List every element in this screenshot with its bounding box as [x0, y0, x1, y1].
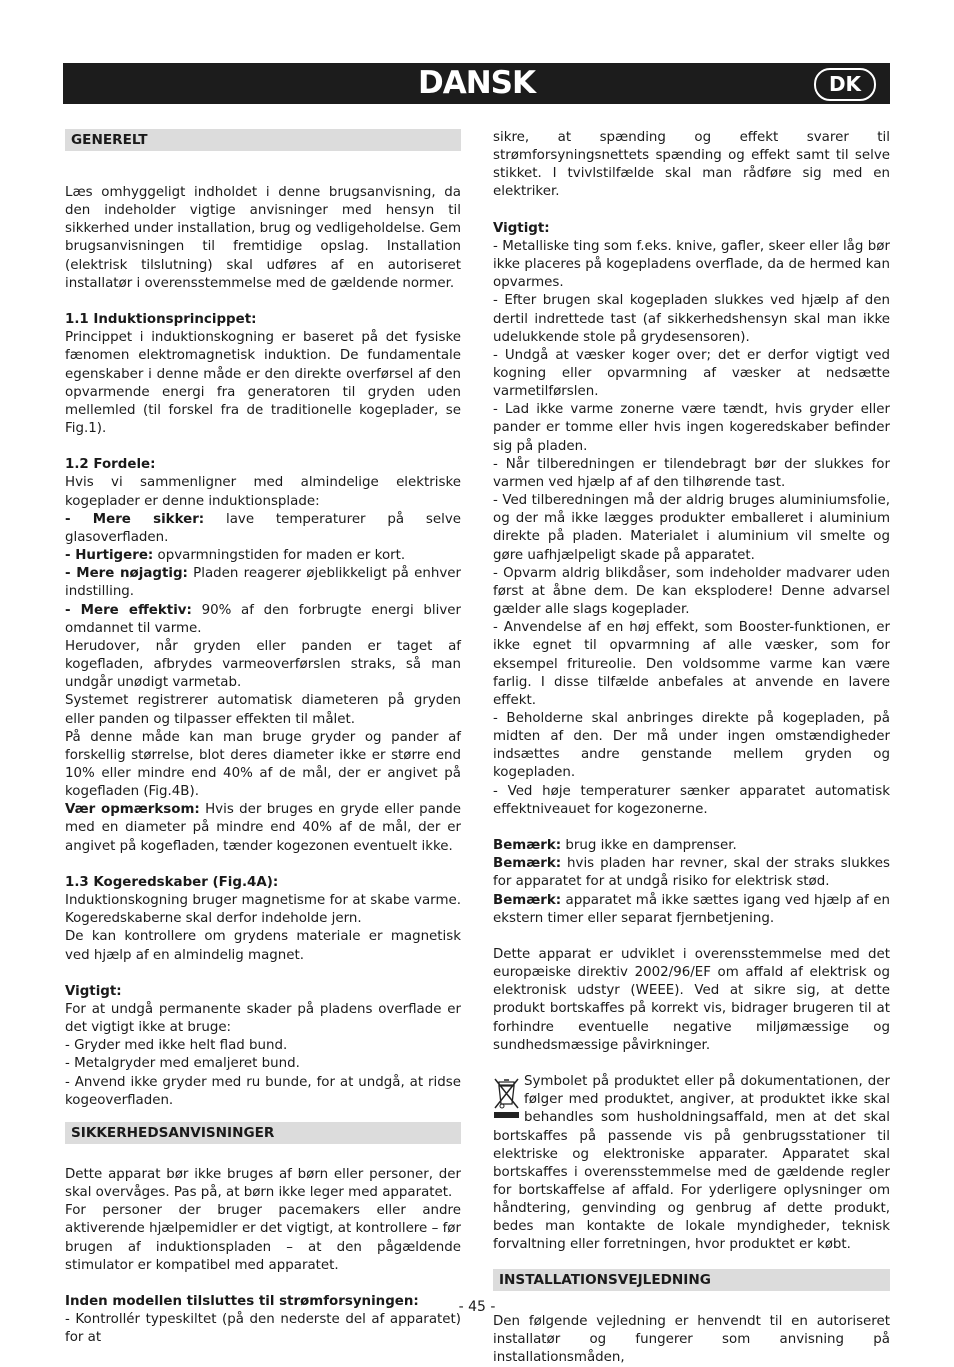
crossed-bin-icon — [493, 1076, 520, 1120]
note-paragraph: Bemærk: hvis pladen har revner, skal der straks slukkes for apparatet for at undgå risiko for elektrisk stød. — [493, 856, 890, 890]
subsection-title: Vigtigt: — [493, 220, 550, 236]
paragraph: sikre, at spænding og effekt svarer til strømforsyningsnettets spænding og effekt samt til selve stikket. I tvivlstilfælde skal man rådføre sig med en elektriker. — [493, 130, 890, 200]
list-item: - Gryder med ikke helt flad bund. — [65, 1038, 288, 1054]
paragraph: Systemet registrerer automatisk diameteren på gryden eller panden og tilpasser effekten til målet. — [65, 693, 461, 727]
list-item: - Anvend ikke gryder med ru bunde, for at undgå, at ridse kogeoverfladen. — [65, 1074, 461, 1108]
advantage-item: - Mere nøjagtig: Pladen reagerer øjeblikkeligt på enhver indstilling. — [65, 566, 461, 600]
left-column — [65, 129, 461, 1347]
section-header-installation: INSTALLATIONSVEJLEDNING — [493, 1269, 890, 1291]
list-item: - Når tilberedningen er tilendebragt bør der slukkes for varmen ved hjælp af af den tilhørende tast. — [493, 456, 890, 490]
note-paragraph: Vær opmærksom: Hvis der bruges en gryde eller pande med en diameter på mindre end 40% af de mål, der er angivet på kogefladen, tænder kogezonen eventuelt ikke. — [65, 802, 461, 854]
intro-paragraph: Læs omhyggeligt indholdet i denne brugsanvisning, da den indeholder vigtige anvisninger med hensyn til sikkerhed under installation, brug og vedligeholdelse. Gem brugsanvisningen til fremtidige opslag. Installation (elektrisk tilslutning) skal udføres af en autoriseret installatør i overensstemmelse med de gældende normer. — [65, 185, 461, 291]
paragraph: Dette apparat bør ikke bruges af børn eller personer, der skal overvåges. Pas på, at børn ikke leger med apparatet. — [65, 1166, 461, 1201]
note-paragraph: Bemærk: apparatet må ikke sættes igang ved hjælp af en ekstern timer eller separat fjernbetjening. — [493, 892, 890, 926]
list-item: - Anvendelse af en høj effekt, som Booster-funktionen, er ikke egnet til opvarmning af alle væsker, som for eksempel fritureolie. Den voldsomme varme kan være farlig. I disse tilfælde anbefales at anvende en lavere effekt. — [493, 620, 890, 708]
advantage-item: - Hurtigere: opvarmningstiden for maden er kort. — [65, 548, 406, 564]
list-item: - Ved tilberedningen må der aldrig bruges aluminiumsfolie, og der må ikke lægges produkter emballeret i aluminium direkte på pladen. Materialet i aluminium vil smelte og gøre uafhjælpeligt skade på apparatet. — [493, 493, 890, 563]
language-badge: DK — [814, 68, 876, 101]
list-item: - Undgå at væsker koger over; det er derfor vigtigt ved kogning eller opvarmning af væsker at nedsætte varmetilførslen. — [493, 347, 890, 400]
paragraph: - Kontrollér typeskiltet (på den nederste del af apparatet) for at — [65, 1312, 461, 1346]
paragraph: På denne måde kan man bruge gryder og pander af forskellig størrelse, blot deres diameter ikke er større end 10% eller mindre end 40% af de mål, der er angivet på kogefladen (Fig.4B). — [65, 729, 461, 800]
paragraph: De kan kontrollere om grydens materiale er magnetisk ved hjælp af en almindelig magnet. — [65, 929, 461, 963]
subsection-title: Inden modellen tilsluttes til strømforsyningen: — [65, 1293, 419, 1309]
list-item: - Beholderne skal anbringes direkte på kogepladen, på midten af den. Der må under ingen omstændigheder indsættes andre genstande mellem gryden og kogepladen. — [493, 710, 890, 781]
page-title: DANSK — [417, 65, 536, 101]
subsection-title: 1.3 Kogeredskaber (Fig.4A): — [65, 874, 279, 890]
paragraph: Induktionskogning bruger magnetisme for at skabe varme. Kogeredskaberne skal derfor indeholde jern. — [65, 893, 461, 927]
advantage-item: - Mere effektiv: 90% af den forbrugte energi bliver omdannet til varme. — [65, 602, 461, 636]
paragraph: Dette apparat er udviklet i overensstemmelse med det europæiske direktiv 2002/96/EF om affald af elektrisk og elektronisk udstyr (WEEE). Ved at sikre sig, at dette produkt bortskaffes på korrekt vis, bidrager brugeren til at forhindre eventuelle negative miljømæssige og sundhedsmæssige påvirkninger. — [493, 946, 890, 1053]
paragraph: Princippet i induktionskogning er baseret på det fysiske fænomen elektromagnetisk induktion. De fundamentale egenskaber i denne måde er den direkte overførsel af den opvarmende energi fra generatoren til gryden uden mellemled (til forskel fra de traditionelle kogeplader, se Fig.1). — [65, 330, 461, 437]
note-paragraph: Bemærk: brug ikke en damprenser. — [493, 838, 737, 854]
paragraph: Hvis vi sammenligner med almindelige elektriske kogeplader er denne induktionsplade: — [65, 475, 461, 509]
subsection-title: Vigtigt: — [65, 983, 122, 999]
weee-block — [493, 1073, 890, 1255]
list-item: - Metalliske ting som f.eks. knive, gafler, skeer eller låg bør ikke placeres på kogepladens overflade, da de hermed kan opvarmes. — [493, 238, 890, 291]
list-item: - Efter brugen skal kogepladen slukkes ved hjælp af den dertil indrettede tast (af sikkerhedshensyn skal man ikke udelukkende stole på grydesensoren). — [493, 293, 890, 345]
paragraph: For personer der bruger pacemakers eller andre aktiverende hjælpemidler er det vigtigt, at kontrollere – før brugen af induktionspladen – at den pågældende stimulator er kompatibel med apparatet. — [65, 1203, 461, 1273]
subsection-title: 1.2 Fordele: — [65, 457, 156, 473]
section-header-sikkerhed: SIKKERHEDSANVISNINGER — [65, 1122, 461, 1144]
right-column — [493, 129, 890, 1367]
subsection-title: 1.1 Induktionsprincippet: — [65, 312, 257, 328]
paragraph: Symbolet på produktet eller på dokumentationen, der følger med produktet, angiver, at produktet ikke skal behandles som husholdningsaffald, men at det skal bortskaffes på passende vis på genbrugsstationer til elektriske og elektroniske apparater. Apparatet skal bortskaffes i overensstemmelse med de gældende regler for bortskaffelse af affald. For yderligere oplysninger om håndtering, genvinding og genbrug af dette produkt, bedes man kontakte de lokale myndigheder, teknisk forvaltning eller forretningen, hvor produktet er købt. — [493, 1074, 890, 1253]
paragraph: Herudover, når gryden eller panden er taget af kogefladen, afbrydes varmeoverførslen straks, så man undgår unødigt varmetab. — [65, 638, 461, 691]
list-item: - Lad ikke varme zonerne være tændt, hvis gryder eller pander er tomme eller hvis ingen kogeredskaber befinder sig på pladen. — [493, 402, 890, 454]
list-item: - Metalgryder med emaljeret bund. — [65, 1056, 300, 1072]
list-item: - Opvarm aldrig blikdåser, som indeholder madvarer uden først at åbne dem. De kan eksplodere! Denne advarsel gælder alle slags kogeplader. — [493, 565, 890, 618]
paragraph: Den følgende vejledning er henvendt til en autoriseret installatør og fungerer som anvisning på installationsmåden, — [493, 1313, 890, 1365]
list-item: - Ved høje temperaturer sænker apparatet automatisk effektniveauet for kogezonerne. — [493, 783, 890, 817]
advantage-item: - Mere sikker: lave temperaturer på selve glasoverfladen. — [65, 511, 461, 545]
page-number: - 45 - — [458, 1299, 496, 1315]
language-banner — [63, 63, 890, 104]
paragraph: For at undgå permanente skader på pladens overflade er det vigtigt ikke at bruge: — [65, 1001, 461, 1036]
section-header-generelt: GENERELT — [65, 129, 461, 151]
